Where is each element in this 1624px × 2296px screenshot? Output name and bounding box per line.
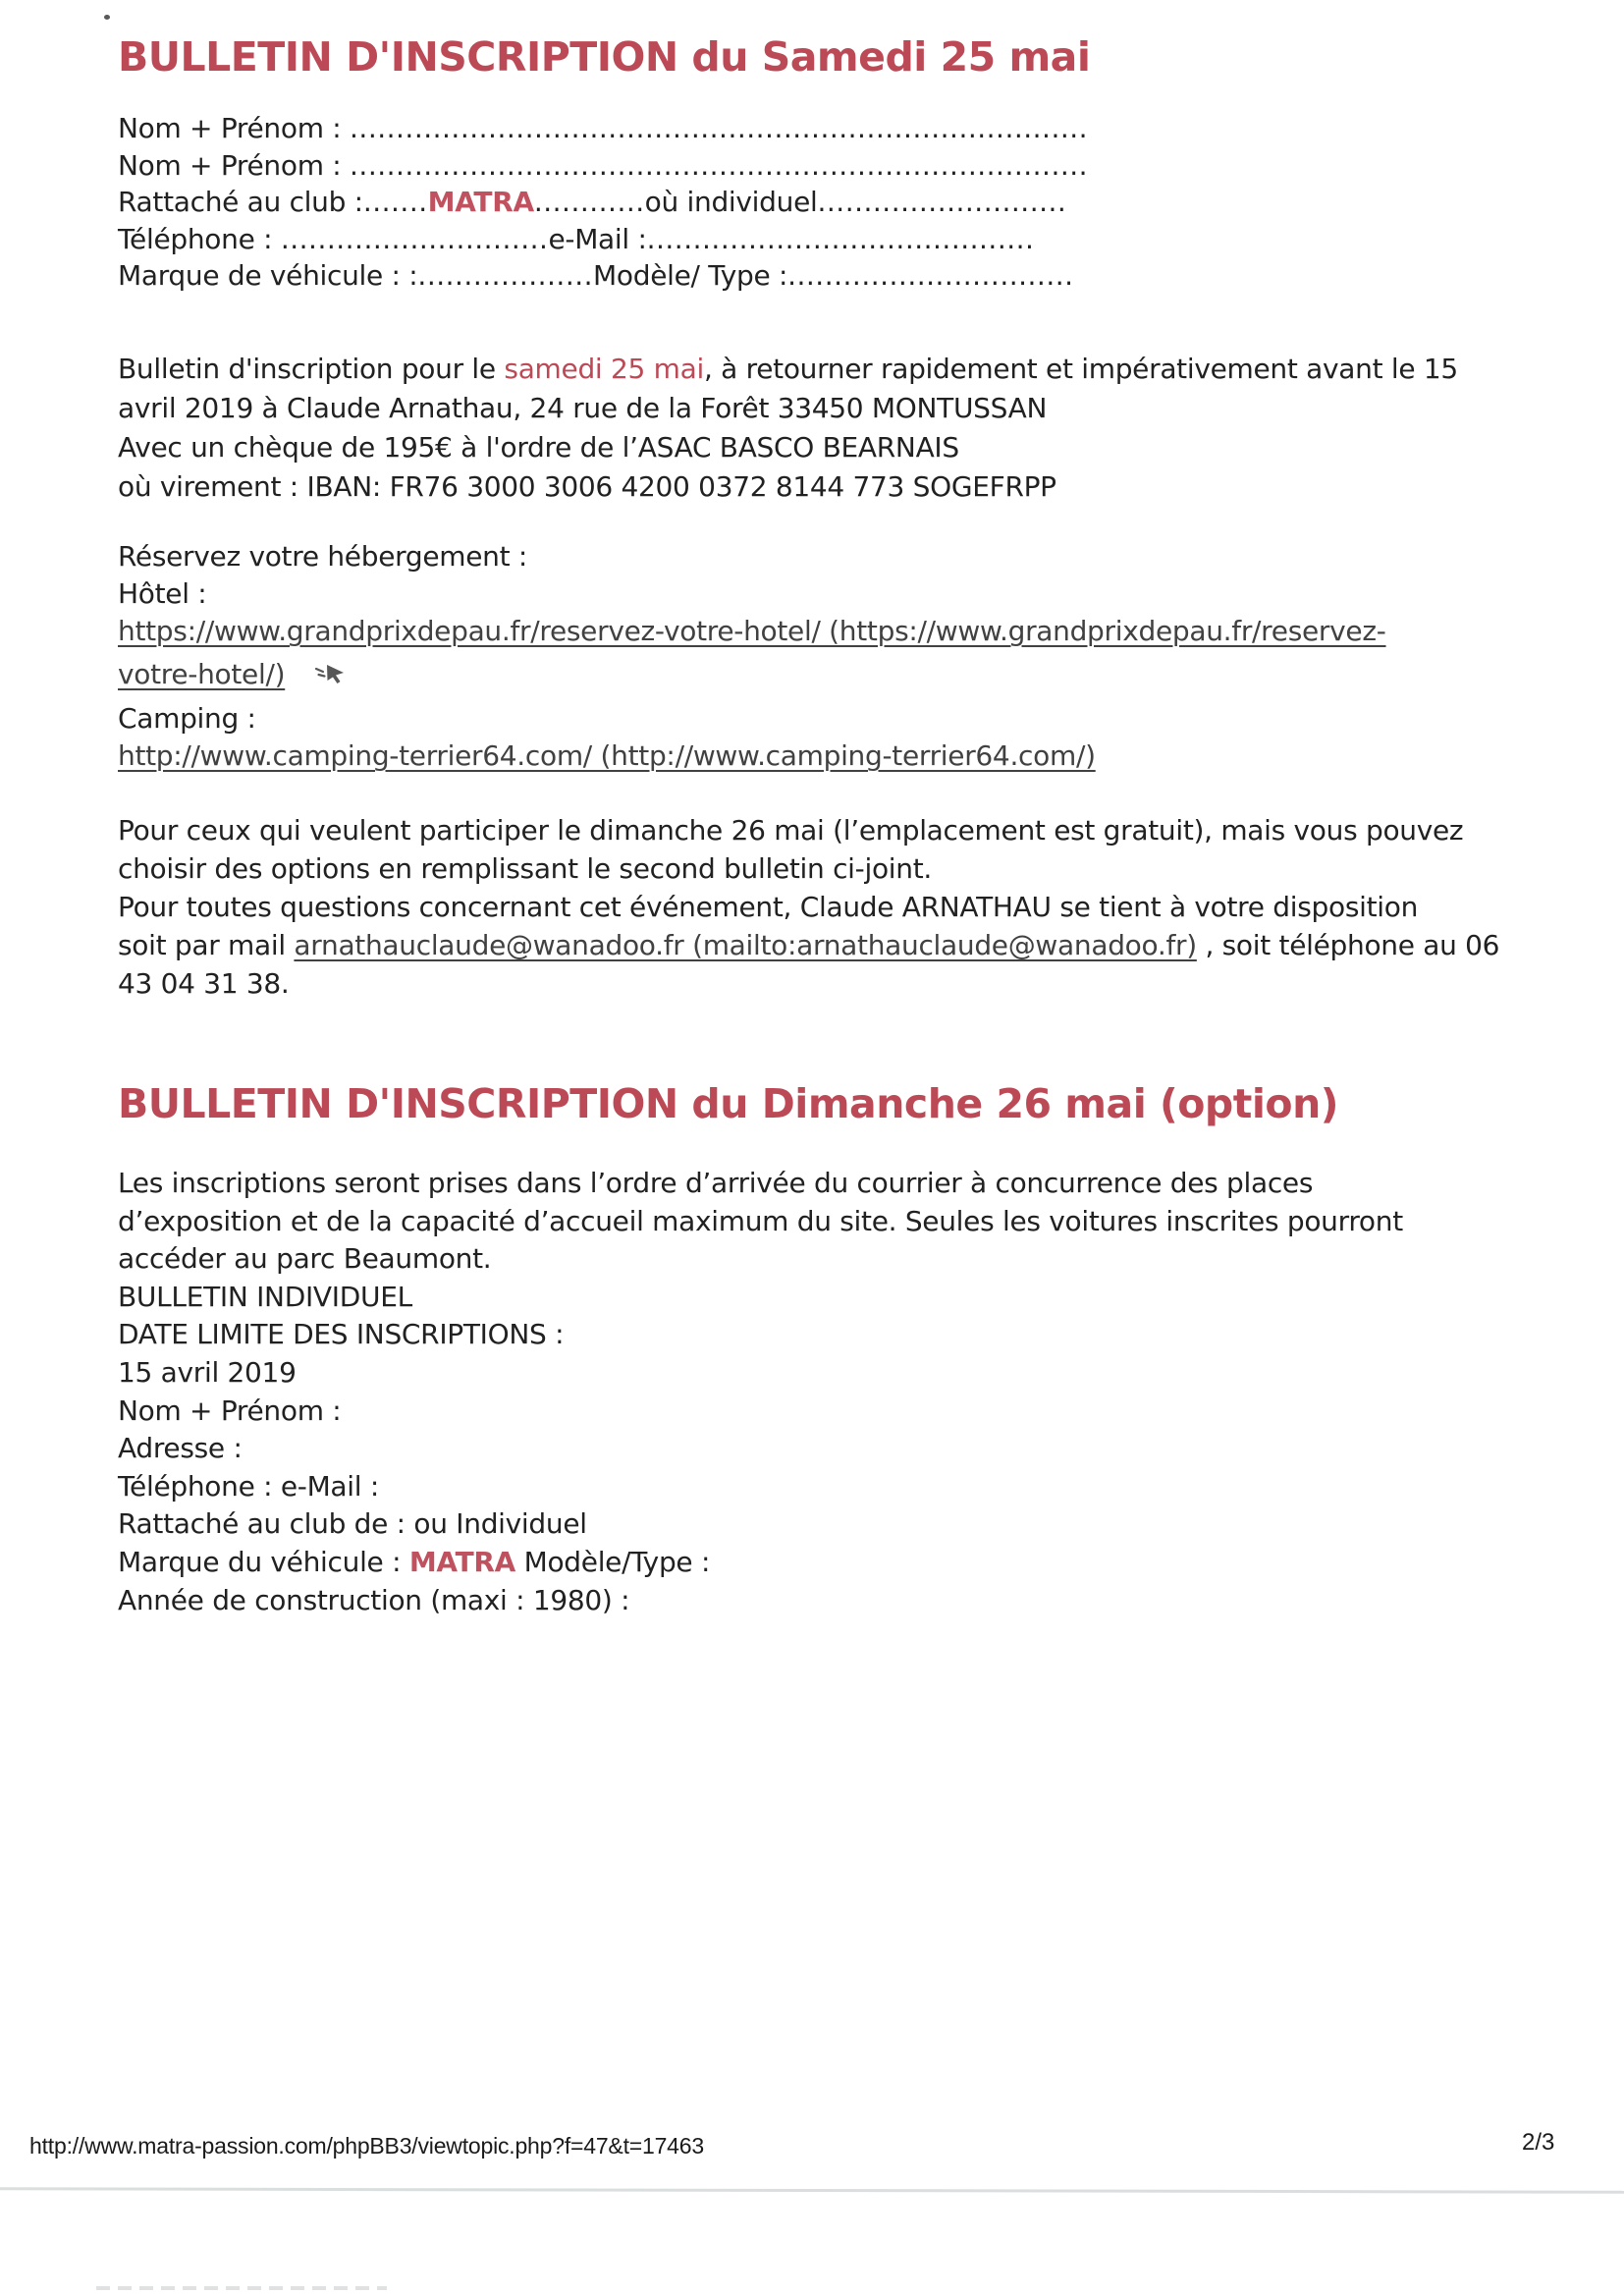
dotted-fill: ................................................................................	[350, 112, 1089, 144]
dotted-fill: ................................................................................	[350, 148, 1089, 182]
field-label-email: e-Mail :	[548, 222, 647, 255]
title-sunday: BULLETIN D'INSCRIPTION du Dimanche 26 mai (option)	[118, 1080, 1339, 1127]
field-label-name-2: Nom + Prénom :	[118, 148, 351, 182]
field-label-vehicle-model: Modèle/Type :	[515, 1545, 711, 1578]
text-run: soit par mail	[118, 929, 295, 961]
cursor-icon	[312, 660, 348, 697]
paragraph-line: Pour ceux qui veulent participer le dimanche 26 mai (l’emplacement est gratuit), mais vous pouvez	[118, 814, 1464, 847]
email-link[interactable]: arnathauclaude@wanadoo.fr (mailto:arnathauclaude@wanadoo.fr)	[294, 929, 1197, 961]
lodging-heading: Réservez votre hébergement :	[118, 540, 528, 573]
paragraph-line: d’exposition et de la capacité d’accueil maximum du site. Seules les voitures inscrites pourront	[118, 1204, 1403, 1237]
field-label-club: Rattaché au club :	[118, 186, 363, 218]
field-label-phone: Téléphone :	[118, 222, 281, 255]
paragraph-line: accéder au parc Beaumont.	[118, 1242, 492, 1276]
field-label-vehicle-make: Marque du véhicule :	[118, 1545, 409, 1578]
hotel-link-continued[interactable]: votre-hotel/)	[118, 658, 286, 690]
dotted-fill: .............................	[280, 222, 549, 255]
hotel-link-line-2	[118, 656, 1386, 697]
field-label-club: Rattaché au club de : ou Individuel	[118, 1507, 587, 1541]
paragraph-line: choisir des options en remplissant le second bulletin ci-joint.	[118, 852, 932, 885]
dotted-fill: ...............................	[787, 259, 1074, 292]
form-line-name-2	[118, 147, 1088, 185]
field-label-name: Nom + Prénom :	[118, 1394, 342, 1427]
form-line-vehicle	[118, 257, 1088, 295]
deadline-date: 15 avril 2019	[118, 1355, 297, 1389]
hotel-link[interactable]: https://www.grandprixdepau.fr/reservez-votre-hotel/ (https://www.grandprixdepau.fr/reservez-	[118, 615, 1386, 647]
paragraph-line: Avec un chèque de 195€ à l'ordre de l’ASAC BASCO BEARNAIS	[118, 431, 959, 464]
saturday-form	[118, 110, 1088, 295]
sunday-section	[118, 1165, 1403, 1619]
paragraph-line	[118, 350, 1458, 389]
form-line-phone-email	[118, 221, 1088, 258]
mail-instructions-paragraph	[118, 350, 1458, 507]
paragraph-line: Les inscriptions seront prises dans l’ordre d’arrivée du courrier à concurrence des places	[118, 1167, 1314, 1199]
paragraph-line-phone-number: 43 04 31 38.	[118, 967, 290, 1000]
text-run: , soit téléphone au 06	[1196, 929, 1500, 961]
scan-artifact-strip	[96, 2286, 387, 2290]
title-saturday: BULLETIN D'INSCRIPTION du Samedi 25 mai	[118, 33, 1091, 81]
paragraph-line: où virement : IBAN: FR76 3000 3006 4200 0372 8144 773 SOGEFRPP	[118, 470, 1056, 503]
dotted-fill: ............	[533, 186, 645, 218]
info-paragraph	[118, 811, 1499, 1003]
camping-label: Camping :	[118, 702, 256, 735]
deadline-label: DATE LIMITE DES INSCRIPTIONS :	[118, 1318, 565, 1351]
paragraph-line-contact	[118, 926, 1499, 964]
field-label-address: Adresse :	[118, 1432, 243, 1465]
date-highlight: samedi 25 mai	[504, 353, 704, 385]
bulletin-individuel-label: BULLETIN INDIVIDUEL	[118, 1280, 412, 1313]
footer-source-url: http://www.matra-passion.com/phpBB3/viewtopic.php?f=47&t=17463	[29, 2133, 704, 2159]
field-label-vehicle-model: Modèle/ Type :	[593, 259, 788, 292]
form-line-club	[118, 184, 1088, 221]
camping-link-line	[118, 738, 1386, 775]
text-run: , à retourner rapidement et impérativement avant le 15	[703, 353, 1458, 385]
brand-value-matra: MATRA	[408, 1545, 516, 1578]
hotel-link-line-1	[118, 613, 1386, 650]
dotted-fill: ...................	[417, 259, 594, 292]
page-number: 2/3	[1522, 2129, 1555, 2156]
dotted-fill: .......	[362, 186, 428, 218]
text-run: Bulletin d'inscription pour le	[118, 353, 505, 385]
field-label-construction-year: Année de construction (maxi : 1980) :	[118, 1583, 630, 1616]
club-value-matra: MATRA	[427, 186, 534, 218]
field-label-individuel: où individuel	[644, 186, 818, 218]
field-label-phone-email: Téléphone : e-Mail :	[118, 1469, 379, 1503]
hotel-label: Hôtel :	[118, 577, 207, 610]
paragraph-line: Pour toutes questions concernant cet événement, Claude ARNATHAU se tient à votre disposition	[118, 891, 1419, 923]
lodging-section	[118, 538, 1386, 775]
dotted-fill: ..........................................	[646, 222, 1035, 255]
field-label-vehicle-make: Marque de véhicule : :	[118, 259, 418, 292]
camping-link[interactable]: http://www.camping-terrier64.com/ (http://www.camping-terrier64.com/)	[118, 739, 1096, 772]
scan-artifact-line	[0, 2187, 1624, 2193]
scan-artifact-dot	[104, 15, 110, 20]
form-line-name-1	[118, 110, 1088, 147]
field-label-name-1: Nom + Prénom :	[118, 112, 351, 144]
field-line-vehicle	[118, 1544, 1403, 1582]
dotted-fill: ...........................	[817, 186, 1067, 218]
paragraph-line: avril 2019 à Claude Arnathau, 24 rue de la Forêt 33450 MONTUSSAN	[118, 392, 1048, 424]
